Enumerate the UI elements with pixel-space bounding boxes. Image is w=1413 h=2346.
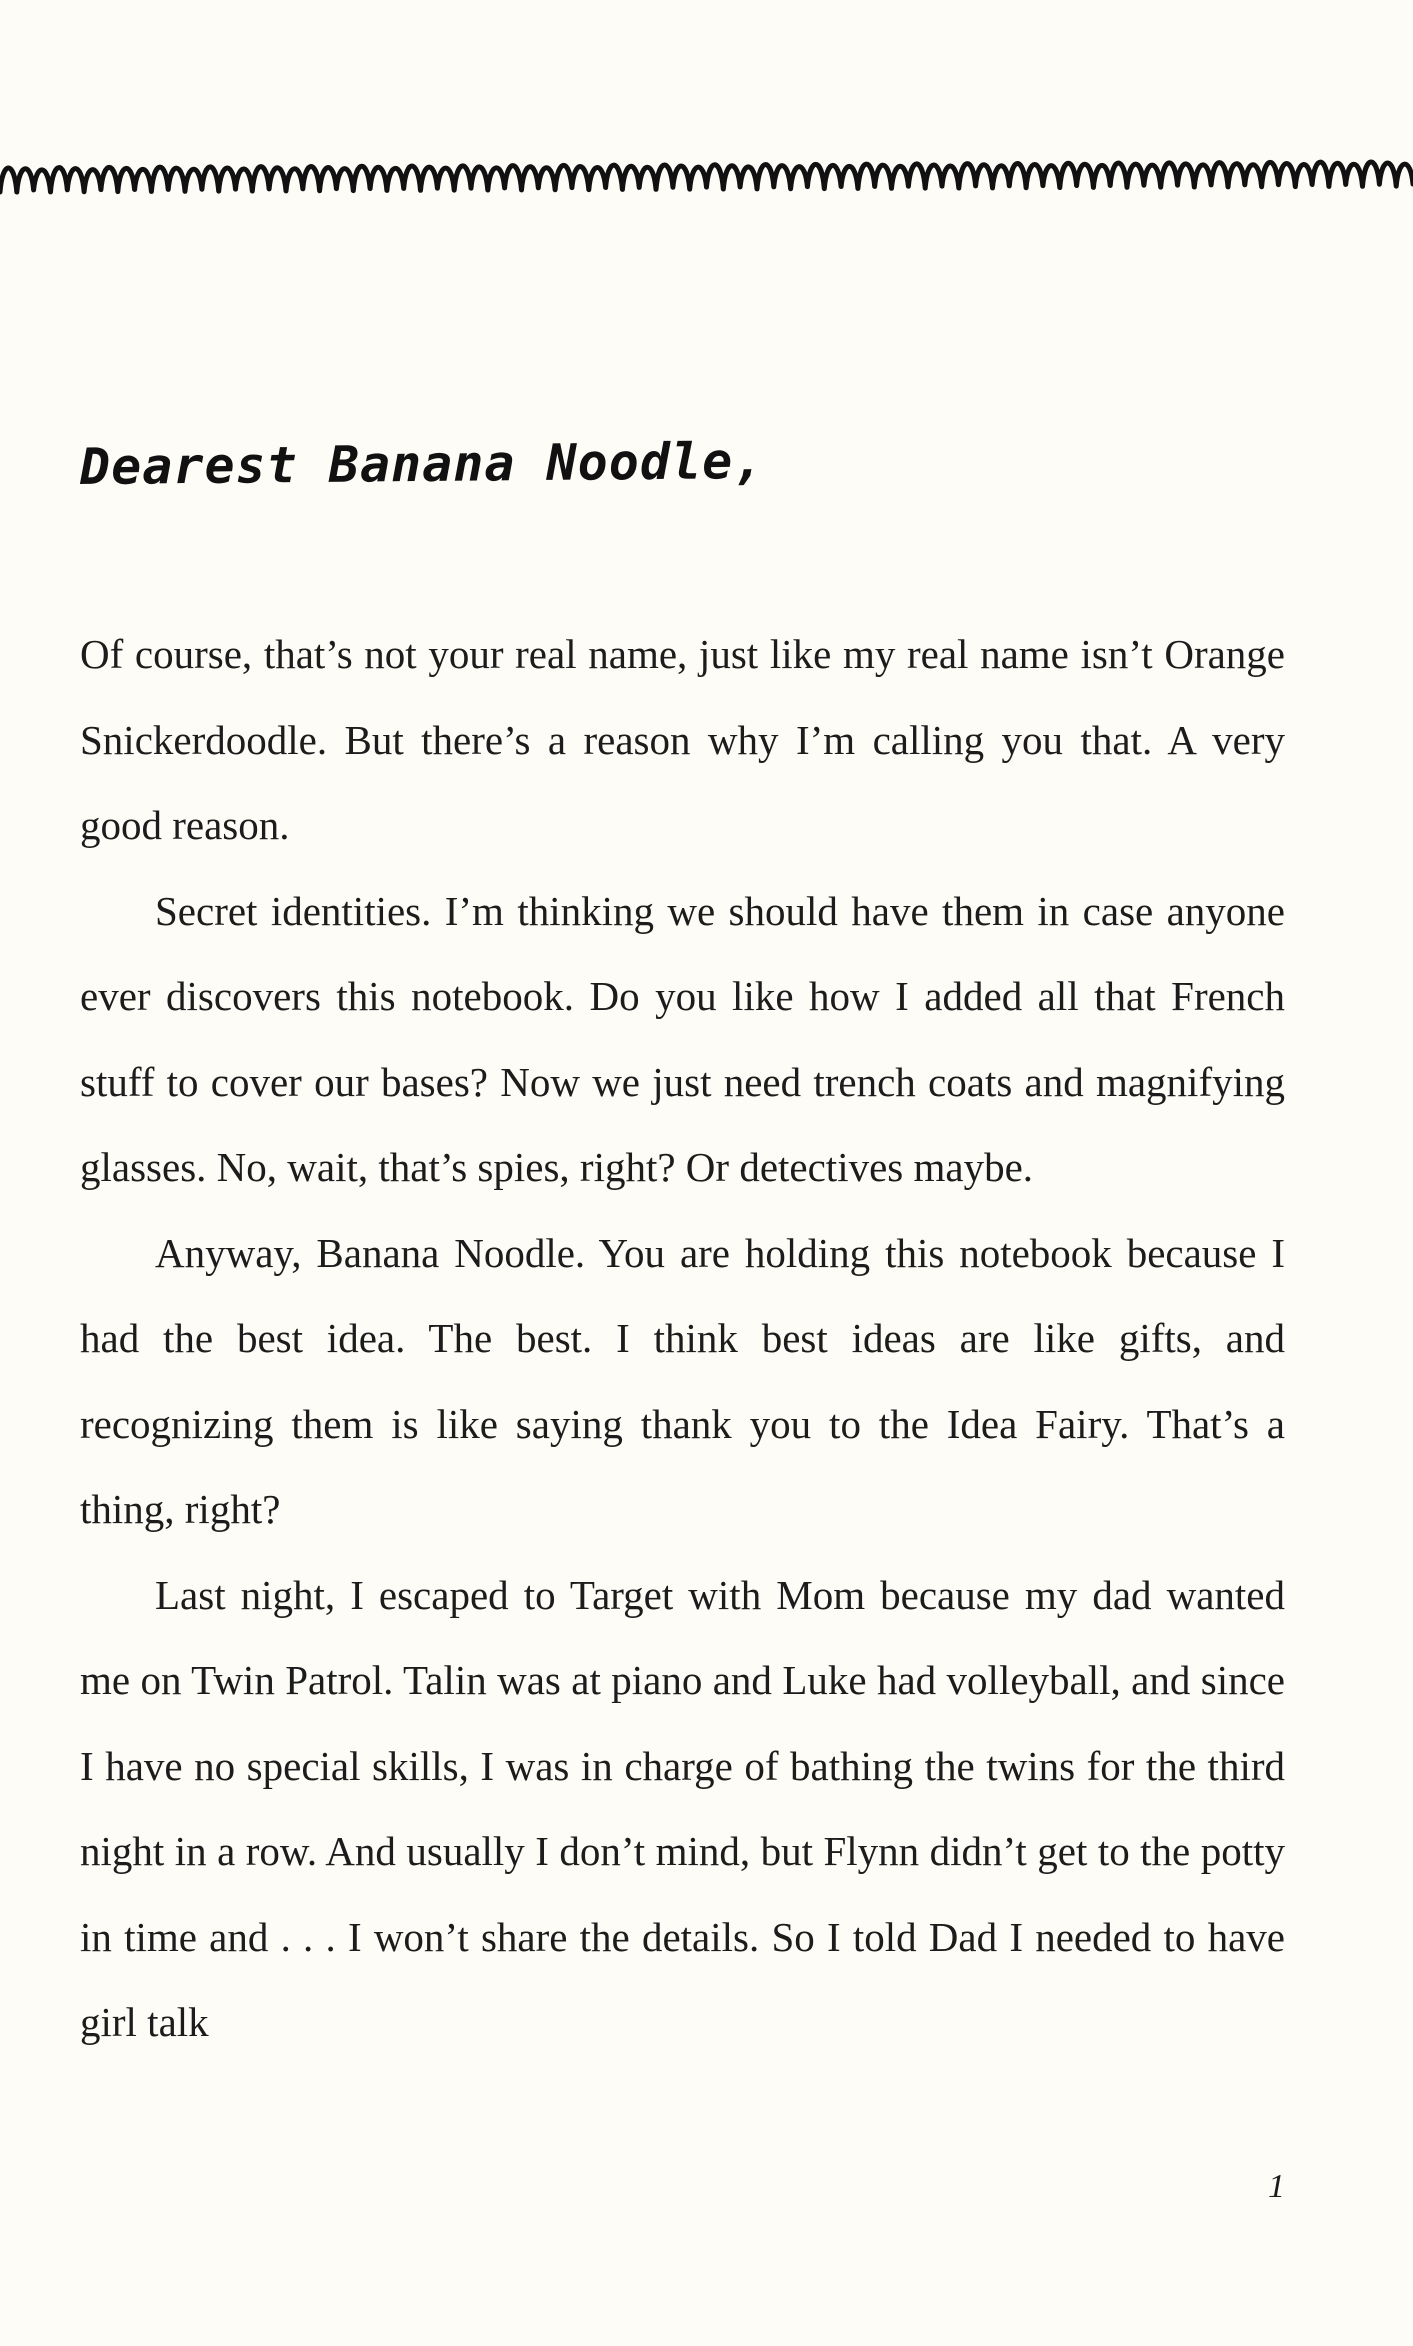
scribble-border bbox=[0, 130, 1413, 210]
page-number: 1 bbox=[1268, 2168, 1285, 2205]
paragraph: Secret identities. I’m thinking we should have them in case anyone ever discovers this notebook. Do you like how I added all that French stuff to cover our bases? Now we just need trench coats and magnifying glasses. No, wait, that’s spies, right? Or detectives maybe. bbox=[80, 887, 1285, 1190]
salutation: Dearest Banana Noodle, bbox=[79, 432, 765, 496]
paragraph: Last night, I escaped to Target with Mom because my dad wanted me on Twin Patrol. Talin was at piano and Luke had volleyball, and since I have no special skills, I was in charge of bathing the twins for the third night in a row. And usually I don’t mind, but Flynn didn’t get to the potty in time and . . . I won’t share the details. So I told Dad I needed to have girl talk bbox=[80, 1571, 1285, 2045]
paragraph: Of course, that’s not your real name, just like my real name isn’t Orange Snickerdoodle. But there’s a reason why I’m calling you that. A very good reason. bbox=[80, 631, 1285, 848]
letter-body bbox=[80, 612, 1285, 2066]
paragraph: Anyway, Banana Noodle. You are holding this notebook because I had the best idea. The best. I think best ideas are like gifts, and recognizing them is like saying thank you to the Idea Fairy. That’s a thing, right? bbox=[80, 1229, 1285, 1532]
